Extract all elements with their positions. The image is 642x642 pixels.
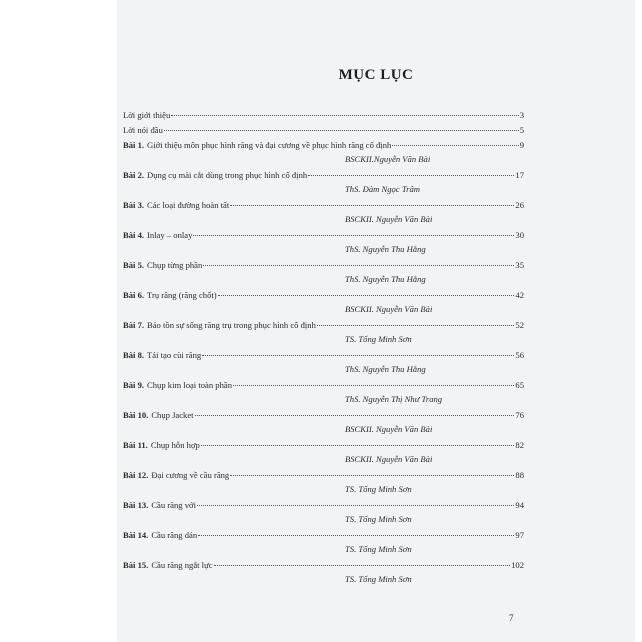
toc-entry-lesson (123, 289, 524, 302)
toc-entry-label: Giới thiệu môn phục hình răng và đại cương về phục hình răng cố định (147, 140, 392, 150)
toc-entry-lesson (123, 409, 524, 422)
toc-entry-page: 35 (515, 260, 524, 270)
lesson-author: BSCKII. Nguyễn Văn Bài (345, 304, 433, 314)
leader-dots (218, 295, 515, 296)
toc-entry-label: Bảo tồn sự sống răng trụ trong phục hình cố định (147, 320, 316, 330)
toc-entry-label: Inlay – onlay (147, 230, 193, 240)
lesson-author: BSCKII. Nguyễn Văn Bài (345, 424, 433, 434)
leader-dots (317, 325, 515, 326)
lesson-list (123, 139, 524, 587)
lesson-author: TS. Tống Minh Sơn (345, 484, 412, 494)
leader-dots (198, 535, 514, 536)
toc-entry-page: 42 (515, 290, 524, 300)
toc-entry-page: 56 (515, 350, 524, 360)
book-page (117, 0, 635, 642)
toc-entry-label: Trụ răng (răng chốt) (147, 290, 217, 300)
toc-entry-label: Lời nói đầu (123, 125, 163, 135)
leader-dots (392, 145, 518, 146)
leader-dots (164, 130, 519, 131)
leader-dots (193, 235, 514, 236)
lesson-number: Bài 4. (123, 230, 145, 240)
toc-entry-lesson (123, 499, 524, 512)
leader-dots (203, 265, 514, 266)
table-of-contents (123, 109, 524, 588)
toc-entry-lesson (123, 259, 524, 272)
lesson-author: TS. Tống Minh Sơn (345, 544, 412, 554)
lesson-author: BSCKII.Nguyễn Văn Bài (345, 154, 431, 164)
leader-dots (230, 475, 514, 476)
toc-entry-page: 30 (515, 230, 524, 240)
toc-entry-lesson (123, 559, 524, 572)
toc-entry-preface (123, 124, 524, 137)
lesson-author: ThS. Nguyễn Thu Hằng (345, 274, 426, 284)
toc-entry-page: 82 (515, 440, 524, 450)
toc-entry-page: 97 (515, 530, 524, 540)
lesson-number: Bài 9. (123, 380, 145, 390)
toc-entry-label: Các loại đường hoàn tất (147, 200, 230, 210)
page-title: MỤC LỤC (338, 67, 414, 83)
lesson-number: Bài 7. (123, 320, 145, 330)
toc-entry-label: Lời giới thiệu (123, 110, 171, 120)
toc-entry-page: 5 (519, 125, 524, 135)
toc-entry-lesson (123, 379, 524, 392)
toc-entry-label: Dụng cụ mài cắt dùng trong phục hình cố định (147, 170, 308, 180)
toc-entry-lesson (123, 199, 524, 212)
toc-entry-lesson (123, 349, 524, 362)
toc-entry-lesson (123, 319, 524, 332)
toc-entry-page: 102 (511, 560, 524, 570)
lesson-number: Bài 15. (123, 560, 149, 570)
toc-entry-page: 76 (515, 410, 524, 420)
lesson-number: Bài 2. (123, 170, 145, 180)
leader-dots (195, 415, 515, 416)
toc-entry-page: 26 (515, 200, 524, 210)
toc-entry-page: 88 (515, 470, 524, 480)
leader-dots (202, 355, 514, 356)
toc-entry-label: Cầu răng với (151, 500, 196, 510)
lesson-number: Bài 6. (123, 290, 145, 300)
lesson-author: ThS. Nguyễn Thị Như Trang (345, 394, 443, 404)
lesson-author: ThS. Nguyễn Thu Hằng (345, 244, 426, 254)
toc-entry-lesson (123, 229, 524, 242)
lesson-author: TS. Tống Minh Sơn (345, 514, 412, 524)
toc-entry-label: Cầu răng dán (151, 530, 198, 540)
lesson-author: BSCKII. Nguyễn Văn Bài (345, 214, 433, 224)
leader-dots (233, 385, 514, 386)
page-number: 7 (509, 613, 514, 623)
toc-entry-page: 94 (515, 500, 524, 510)
lesson-author: TS. Tống Minh Sơn (345, 574, 412, 584)
lesson-number: Bài 14. (123, 530, 149, 540)
toc-entry-label: Chụp kim loại toàn phần (147, 380, 232, 390)
lesson-number: Bài 13. (123, 500, 149, 510)
toc-entry-lesson (123, 169, 524, 182)
leader-dots (201, 445, 515, 446)
toc-entry-label: Cầu răng ngắt lực (151, 560, 213, 570)
lesson-number: Bài 10. (123, 410, 149, 420)
lesson-author: ThS. Nguyễn Thu Hằng (345, 364, 426, 374)
toc-entry-page: 17 (515, 170, 524, 180)
lesson-number: Bài 11. (123, 440, 148, 450)
toc-entry-label: Chụp Jacket (151, 410, 194, 420)
toc-entry-page: 3 (519, 110, 524, 120)
lesson-number: Bài 8. (123, 350, 145, 360)
toc-entry-intro (123, 109, 524, 122)
toc-entry-label: Đại cương về cầu răng (151, 470, 230, 480)
toc-entry-lesson (123, 529, 524, 542)
lesson-author: BSCKII. Nguyễn Văn Bài (345, 454, 433, 464)
toc-entry-lesson (123, 469, 524, 482)
toc-entry-label: Chụp hỗn hợp (150, 440, 200, 450)
toc-entry-page: 65 (515, 380, 524, 390)
toc-entry-page: 52 (515, 320, 524, 330)
leader-dots (308, 175, 514, 176)
leader-dots (197, 505, 514, 506)
leader-dots (171, 115, 518, 116)
lesson-number: Bài 1. (123, 140, 145, 150)
lesson-number: Bài 12. (123, 470, 149, 480)
leader-dots (214, 565, 511, 566)
leader-dots (230, 205, 514, 206)
toc-entry-label: Tái tạo cùi răng (147, 350, 202, 360)
lesson-author: ThS. Đàm Ngọc Trâm (345, 184, 420, 194)
toc-entry-page: 9 (519, 140, 524, 150)
toc-entry-label: Chụp từng phần (147, 260, 203, 270)
lesson-number: Bài 3. (123, 200, 145, 210)
toc-entry-lesson (123, 139, 524, 152)
toc-entry-lesson (123, 439, 524, 452)
lesson-author: TS. Tống Minh Sơn (345, 334, 412, 344)
lesson-number: Bài 5. (123, 260, 145, 270)
